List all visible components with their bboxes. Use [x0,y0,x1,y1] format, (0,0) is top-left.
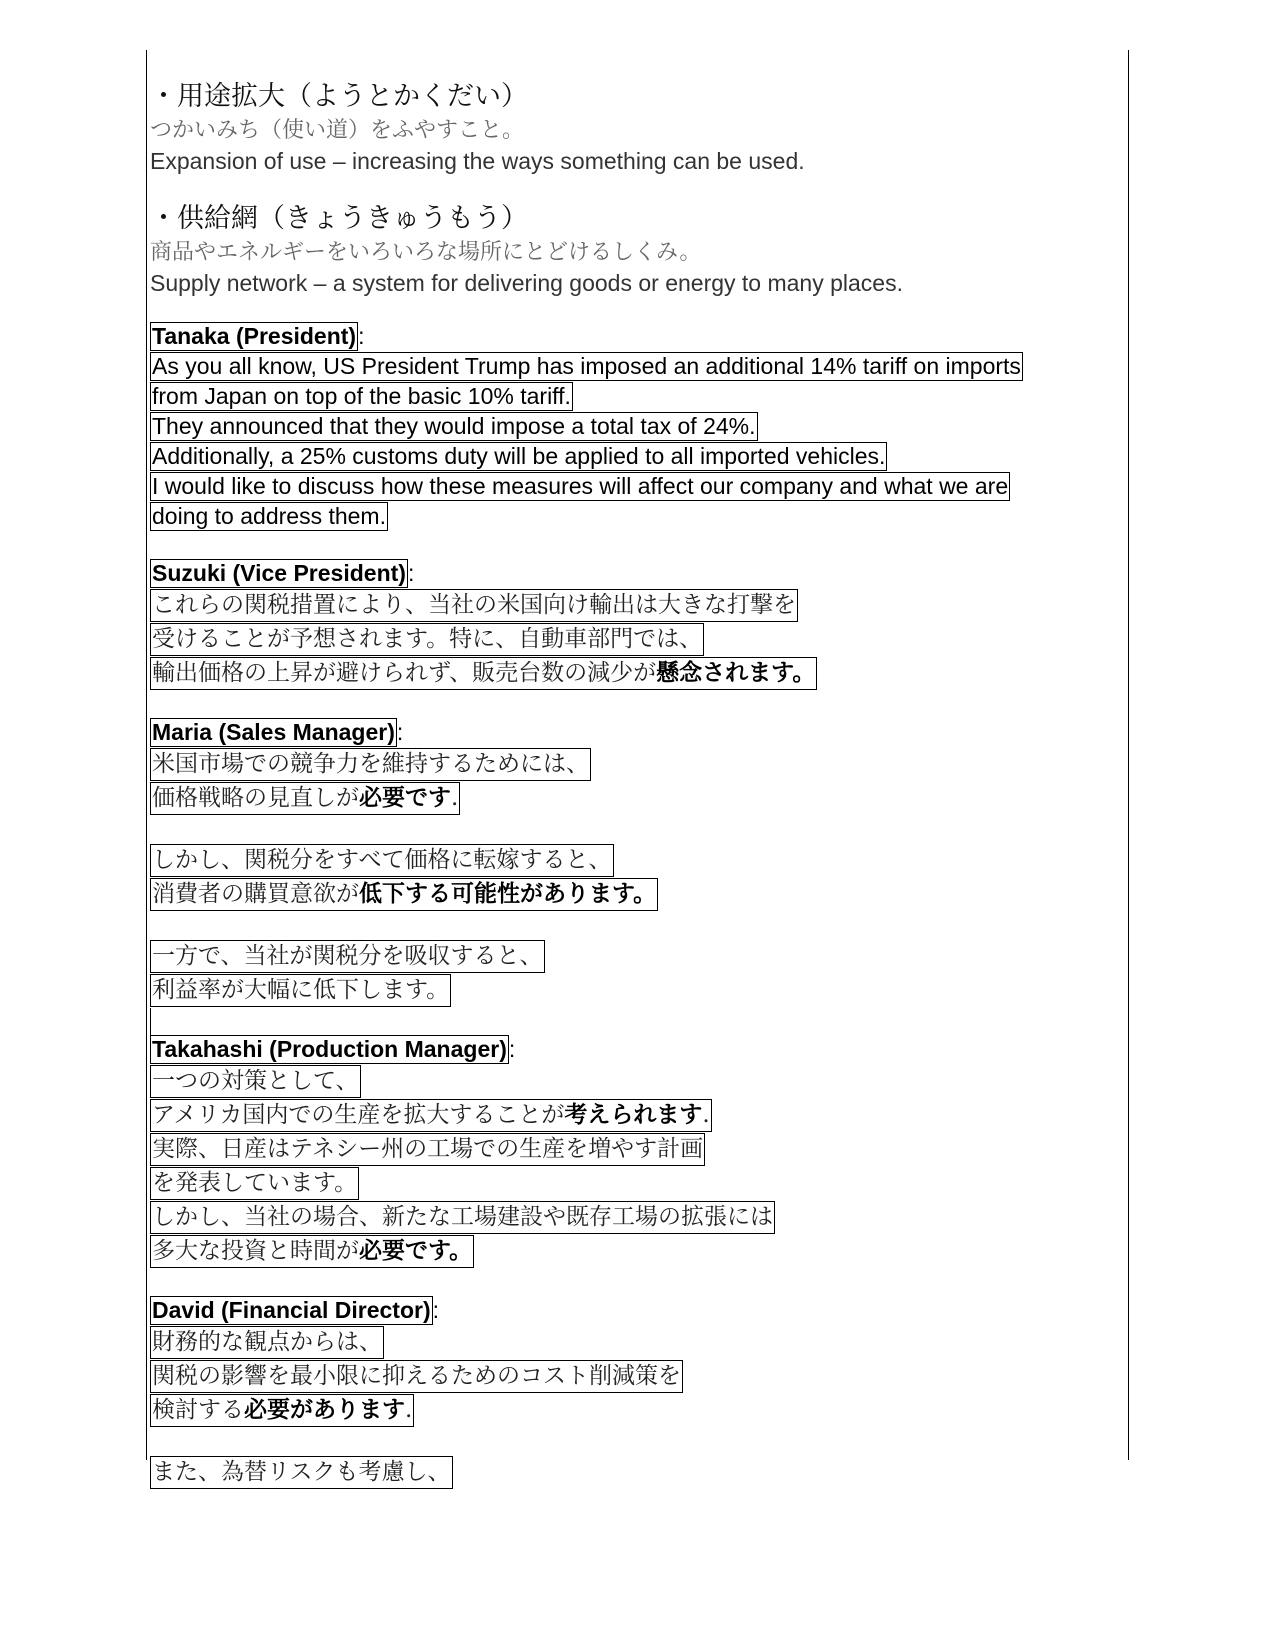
speaker-name: David (Financial Director) [152,1297,431,1323]
dialogue-line: Additionally, a 25% customs duty will be applied to all imported vehicles. [152,443,886,469]
vocab-entry [150,200,1120,298]
speaker-name: Takahashi (Production Manager) [152,1036,507,1062]
speaker-block-takahashi [150,1035,1120,1268]
speaker-colon: : [432,1297,440,1323]
dialogue-line [150,1394,414,1427]
dialogue-line: They announced that they would impose a total tax of 24%. [152,413,756,439]
vocab-reading: 商品やエネルギーをいろいろな場所にとどけるしくみ。 [150,240,702,265]
dialogue-line [150,657,817,690]
dialogue-line: 実際、日産はテネシー州の工場での生産を増やす計画 [150,1133,705,1166]
spacer [150,1427,1120,1455]
page-left-rule [146,50,147,1460]
dialogue-line [150,1099,712,1132]
line-text: 価格戦略の見直しが [152,785,359,811]
vocab-english: Expansion of use – increasing the ways something can be used. [150,148,805,174]
vocab-english: Supply network – a system for delivering goods or energy to many places. [150,270,903,296]
dialogue-line: 財務的な観点からは、 [150,1326,384,1359]
line-text: アメリカ国内での生産を拡大することが [152,1102,565,1128]
speaker-colon: : [508,1036,516,1062]
line-text: . [702,1102,710,1128]
speaker-block-suzuki [150,559,1120,690]
speaker-name: Tanaka (President) [152,323,357,349]
dialogue-line: 一つの対策として、 [150,1065,361,1098]
speaker-colon: : [396,719,404,745]
line-text: 消費者の購買意欲が [152,881,359,907]
speaker-name: Maria (Sales Manager) [152,719,395,745]
vocab-reading: つかいみち（使い道）をふやすこと。 [150,118,525,143]
vocab-entry [150,78,1120,176]
dialogue-line: これらの関税措置により、当社の米国向け輸出は大きな打撃を [150,589,798,622]
dialogue-line: As you all know, US President Trump has imposed an additional 14% tariff on imports [152,353,1021,379]
line-text: . [451,785,459,811]
dialogue-line: from Japan on top of the basic 10% tariff. [152,383,571,409]
dialogue-line: を発表しています。 [150,1167,359,1200]
line-text: 多大な投資と時間が [152,1238,359,1264]
line-text: 検討する [152,1397,244,1423]
dialogue-line: 関税の影響を最小限に抑えるためのコスト削減策を [150,1360,683,1393]
speaker-block-david [150,1296,1120,1489]
dialogue-line [150,878,658,911]
spacer [150,815,1120,843]
dialogue-line: 米国市場での競争力を維持するためには、 [150,748,591,781]
speaker-colon: : [407,560,415,586]
vocab-term: ・供給網（きょうきゅうもう） [150,203,528,234]
dialogue-line: また、為替リスクも考慮し、 [150,1456,453,1489]
speaker-block-tanaka [150,322,1120,531]
emphasis-text: 必要があります [244,1397,405,1423]
dialogue-line: 一方で、当社が関税分を吸収すると、 [150,940,545,973]
line-text: 輸出価格の上昇が避けられず、販売台数の減少が [152,660,657,686]
emphasis-text: 考えられます [564,1102,703,1128]
page-right-rule [1128,50,1129,1460]
dialogue-line: 受けることが予想されます。特に、自動車部門では、 [150,623,704,656]
dialogue-line [150,782,460,815]
emphasis-text: 低下する可能性があります。 [359,881,657,907]
emphasis-text: 懸念されます。 [656,660,816,686]
dialogue-line: doing to address them. [152,503,386,529]
dialogue-line [150,1235,474,1268]
dialogue-line: 利益率が大幅に低下します。 [150,974,451,1007]
dialogue-line: しかし、当社の場合、新たな工場建設や既存工場の拡張には [150,1201,775,1234]
speaker-colon: : [358,323,365,349]
speaker-block-maria [150,718,1120,1035]
speaker-name: Suzuki (Vice President) [152,560,406,586]
dialogue-line: I would like to discuss how these measures will affect our company and what we are [152,473,1009,499]
dialogue-line: しかし、関税分をすべて価格に転嫁すると、 [150,844,614,877]
emphasis-text: 必要です。 [359,1238,473,1264]
vocab-term: ・用途拡大（ようとかくだい） [150,81,528,112]
document-body [150,78,1120,1489]
emphasis-text: 必要です [359,785,451,811]
line-text: . [405,1397,413,1423]
empty-line-box [150,1008,171,1035]
spacer [150,911,1120,939]
